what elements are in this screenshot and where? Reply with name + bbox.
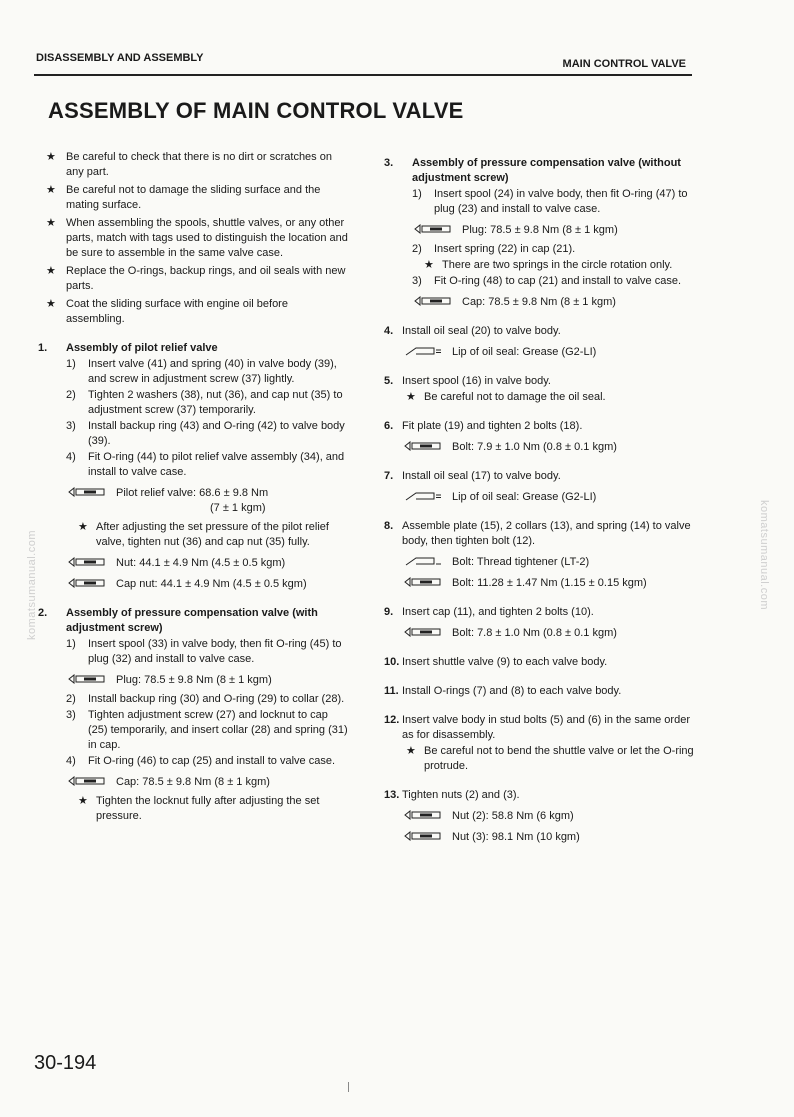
bullet-item: ★ Be careful to check that there is no dirt or scratches on any part. bbox=[46, 151, 332, 178]
section-title: Assembly of pressure compensation valve (with adjustment screw) bbox=[66, 607, 318, 634]
torque-wrench-icon bbox=[68, 578, 106, 588]
torque-spec: Cap: 78.5 ± 9.8 Nm (8 ± 1 kgm) bbox=[66, 775, 348, 790]
section-pressure-compensation-with-screw bbox=[38, 606, 348, 824]
section-number: 2. bbox=[38, 607, 48, 619]
star-icon: ★ bbox=[46, 151, 56, 163]
watermark-left: komatsumanual.com bbox=[26, 530, 38, 640]
assembly-step-10: 10. Insert shuttle valve (9) to each valve body. bbox=[384, 656, 608, 668]
grease-icon bbox=[404, 491, 442, 501]
grease-spec: Lip of oil seal: Grease (G2-LI) bbox=[402, 490, 702, 505]
step: 1) Insert valve (41) and spring (40) in valve body (39), and screw in adjustment screw (37) lightly. bbox=[66, 358, 337, 385]
bullet-item: ★ When assembling the spools, shuttle valves, or any other parts, match with tags used to distinguish the location and be sure to assemble in the same valve case. bbox=[46, 217, 348, 259]
torque-wrench-icon bbox=[404, 441, 442, 451]
torque-spec: Nut (2): 58.8 Nm (6 kgm) bbox=[402, 809, 702, 824]
torque-spec: Cap nut: 44.1 ± 4.9 Nm (4.5 ± 0.5 kgm) bbox=[66, 577, 348, 592]
star-icon: ★ bbox=[424, 259, 434, 271]
assembly-step-4: 4. Install oil seal (20) to valve body. Lip of oil seal: Grease (G2-LI) bbox=[384, 324, 702, 360]
torque-wrench-icon bbox=[68, 557, 106, 567]
grease-spec: Lip of oil seal: Grease (G2-LI) bbox=[402, 345, 702, 360]
torque-spec: Plug: 78.5 ± 9.8 Nm (8 ± 1 kgm) bbox=[66, 673, 348, 688]
star-icon: ★ bbox=[78, 521, 88, 533]
watermark-right: komatsumanual.com bbox=[758, 500, 770, 610]
section-pilot-relief-valve bbox=[38, 341, 348, 592]
page-title: ASSEMBLY OF MAIN CONTROL VALVE bbox=[48, 98, 464, 123]
star-icon: ★ bbox=[46, 265, 56, 277]
star-icon: ★ bbox=[46, 298, 56, 310]
caution-note: ★ Be careful not to damage the oil seal. bbox=[406, 391, 606, 403]
step: 3) Fit O-ring (48) to cap (21) and install to valve case. bbox=[412, 275, 681, 287]
assembly-step-6: 6. Fit plate (19) and tighten 2 bolts (18). Bolt: 7.9 ± 1.0 Nm (0.8 ± 0.1 kgm) bbox=[384, 419, 702, 455]
section-number: 1. bbox=[38, 342, 48, 354]
assembly-step-9: 9. Insert cap (11), and tighten 2 bolts (10). Bolt: 7.8 ± 1.0 Nm (0.8 ± 0.1 kgm) bbox=[384, 605, 702, 641]
bullet-item: ★ Coat the sliding surface with engine oil before assembling. bbox=[46, 298, 288, 325]
step: 2) Insert spring (22) in cap (21). bbox=[412, 243, 576, 255]
torque-spec: Nut: 44.1 ± 4.9 Nm (4.5 ± 0.5 kgm) bbox=[66, 556, 348, 571]
print-mark bbox=[348, 1082, 349, 1092]
step: 1) Insert spool (24) in valve body, then fit O-ring (47) to plug (23) and install to valve case. bbox=[412, 188, 688, 215]
torque-spec: Plug: 78.5 ± 9.8 Nm (8 ± 1 kgm) bbox=[412, 223, 702, 238]
section-title: Assembly of pressure compensation valve (without adjustment screw) bbox=[412, 157, 681, 184]
section-title: Assembly of pilot relief valve bbox=[66, 342, 218, 354]
grease-icon bbox=[404, 346, 442, 356]
star-icon: ★ bbox=[406, 391, 416, 403]
torque-wrench-icon bbox=[404, 810, 442, 820]
running-header-topic: MAIN CONTROL VALVE bbox=[562, 58, 686, 70]
caution-note: ★ Tighten the locknut fully after adjusting the set pressure. bbox=[78, 795, 320, 822]
step: 1) Insert spool (33) in valve body, then fit O-ring (45) to plug (32) and install to valve case. bbox=[66, 638, 342, 665]
star-icon: ★ bbox=[46, 217, 56, 229]
right-column bbox=[384, 156, 702, 849]
torque-spec: Pilot relief valve: 68.6 ± 9.8 Nm (7 ± 1 kgm) bbox=[66, 486, 348, 516]
star-icon: ★ bbox=[406, 745, 416, 757]
assembly-step-12: 12. Insert valve body in stud bolts (5) and (6) in the same order as for disassembly. ★ Be careful not to bend the shuttle valve or let the O-ring protrude. bbox=[384, 713, 702, 774]
star-icon: ★ bbox=[78, 795, 88, 807]
torque-wrench-icon bbox=[404, 627, 442, 637]
caution-note: ★ There are two springs in the circle rotation only. bbox=[424, 259, 673, 271]
left-column bbox=[38, 150, 348, 824]
step: 3) Install backup ring (43) and O-ring (42) to valve body (39). bbox=[66, 420, 345, 447]
torque-spec: Bolt: 7.9 ± 1.0 Nm (0.8 ± 0.1 kgm) bbox=[402, 440, 702, 455]
header-rule bbox=[34, 74, 692, 76]
running-header-section: DISASSEMBLY AND ASSEMBLY bbox=[36, 52, 204, 64]
assembly-step-8: 8. Assemble plate (15), 2 collars (13), and spring (14) to valve body, then tighten bolt (12). Bolt: Thread tightener (LT-2) Bolt: 11.28 ± 1.47 Nm (1.15 ± 0.15 kgm) bbox=[384, 519, 702, 591]
caution-note: ★ Be careful not to bend the shuttle valve or let the O-ring protrude. bbox=[406, 745, 694, 772]
step: 4) Fit O-ring (46) to cap (25) and install to valve case. bbox=[66, 755, 335, 767]
step: 2) Tighten 2 washers (38), nut (36), and cap nut (35) to adjustment screw (37) temporarily. bbox=[66, 389, 343, 416]
torque-spec: Bolt: 7.8 ± 1.0 Nm (0.8 ± 0.1 kgm) bbox=[402, 626, 702, 641]
torque-spec: Bolt: 11.28 ± 1.47 Nm (1.15 ± 0.15 kgm) bbox=[402, 576, 702, 591]
torque-spec: Cap: 78.5 ± 9.8 Nm (8 ± 1 kgm) bbox=[412, 295, 702, 310]
torque-wrench-icon bbox=[68, 776, 106, 786]
bullet-item: ★ Replace the O-rings, backup rings, and oil seals with new parts. bbox=[46, 265, 346, 292]
step: 3) Tighten adjustment screw (27) and locknut to cap (25) temporarily, and insert collar (28) and spring (31) in cap. bbox=[66, 709, 348, 751]
torque-wrench-icon bbox=[68, 487, 106, 497]
section-number: 3. bbox=[384, 157, 394, 169]
assembly-step-13: 13. Tighten nuts (2) and (3). Nut (2): 58.8 Nm (6 kgm) Nut (3): 98.1 Nm (10 kgm) bbox=[384, 788, 702, 845]
torque-spec: Nut (3): 98.1 Nm (10 kgm) bbox=[402, 830, 702, 845]
torque-wrench-icon bbox=[414, 296, 452, 306]
page-number: 30-194 bbox=[34, 1052, 97, 1074]
step: 4) Fit O-ring (44) to pilot relief valve assembly (34), and install to valve case. bbox=[66, 451, 345, 478]
thread-tightener-icon bbox=[404, 556, 442, 566]
torque-wrench-icon bbox=[404, 577, 442, 587]
torque-wrench-icon bbox=[68, 674, 106, 684]
assembly-step-5: 5. Insert spool (16) in valve body. ★ Be careful not to damage the oil seal. bbox=[384, 374, 702, 405]
section-pressure-compensation-without-screw bbox=[384, 156, 702, 310]
torque-wrench-icon bbox=[404, 831, 442, 841]
star-icon: ★ bbox=[46, 184, 56, 196]
caution-note: ★ After adjusting the set pressure of the pilot relief valve, tighten nut (36) and cap nut (35) fully. bbox=[78, 521, 329, 548]
bullet-item: ★ Be careful not to damage the sliding surface and the mating surface. bbox=[46, 184, 321, 211]
assembly-step-11: 11. Install O-rings (7) and (8) to each valve body. bbox=[384, 685, 622, 697]
assembly-step-7: 7. Install oil seal (17) to valve body. Lip of oil seal: Grease (G2-LI) bbox=[384, 469, 702, 505]
step: 2) Install backup ring (30) and O-ring (29) to collar (28). bbox=[66, 693, 345, 705]
adhesive-spec: Bolt: Thread tightener (LT-2) bbox=[402, 555, 702, 570]
torque-wrench-icon bbox=[414, 224, 452, 234]
